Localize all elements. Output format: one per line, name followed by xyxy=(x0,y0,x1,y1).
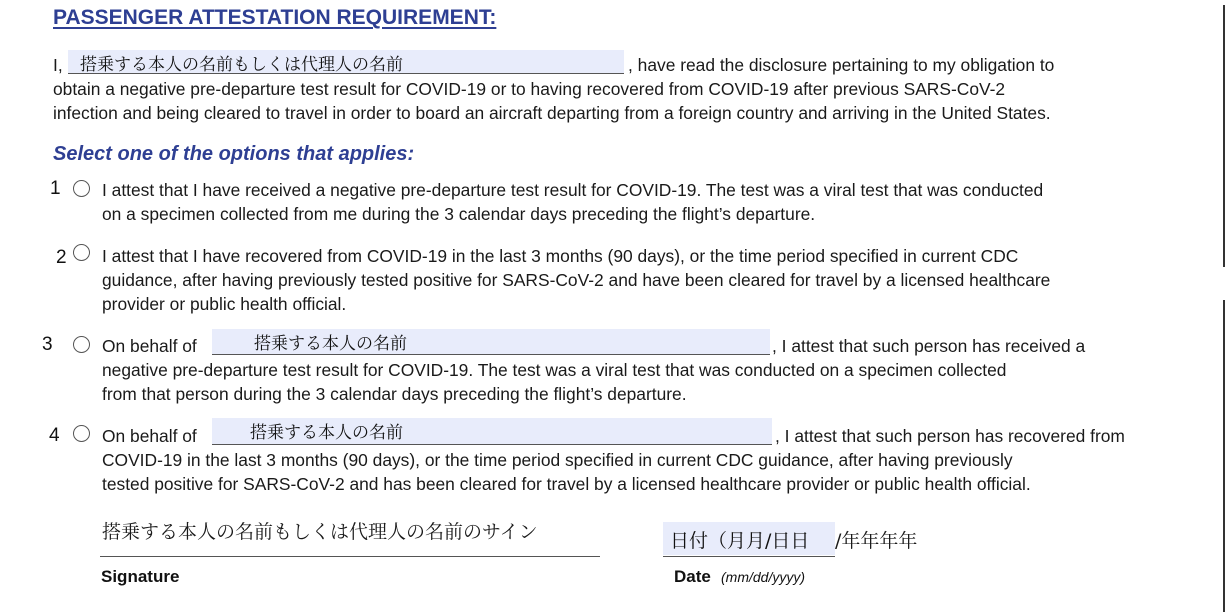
intro-line3: infection and being cleared to travel in order to board an aircraft departing from a foreign country and arriving in the United States. xyxy=(53,103,1051,123)
form-title: PASSENGER ATTESTATION REQUIREMENT: xyxy=(53,6,497,29)
date-field[interactable]: 日付（月月/日日 xyxy=(663,522,835,555)
signature-field[interactable]: 搭乗する本人の名前もしくは代理人の名前のサイン xyxy=(102,521,538,543)
option-2-line3: provider or public health official. xyxy=(102,294,347,314)
option-3-name-field[interactable]: 搭乗する本人の名前 xyxy=(212,329,770,355)
date-line xyxy=(663,556,835,557)
option-2-radio[interactable] xyxy=(73,244,90,261)
option-2-line2: guidance, after having previously tested positive for SARS-CoV-2 and have been cleared for travel by a licensed healthcare xyxy=(102,270,1051,290)
option-1-number: 1 xyxy=(50,178,61,199)
option-3-line3: from that person during the 3 calendar days preceding the flight’s departure. xyxy=(102,384,687,404)
option-4-prefix: On behalf of xyxy=(102,426,197,446)
option-2-line1: I attest that I have recovered from COVID-19 in the last 3 months (90 days), or the time period specified in current CDC xyxy=(102,246,1019,266)
intro-prefix: I, xyxy=(53,55,63,75)
date-format-hint: (mm/dd/yyyy) xyxy=(721,569,805,585)
option-3-number: 3 xyxy=(42,334,53,355)
option-3-line2: negative pre-departure test result for COVID-19. The test was a viral test that was conducted on a specimen collected xyxy=(102,360,1007,380)
option-3-prefix: On behalf of xyxy=(102,336,197,356)
attester-name-field[interactable]: 搭乗する本人の名前もしくは代理人の名前 xyxy=(68,50,624,74)
option-4-number: 4 xyxy=(49,425,60,446)
option-1-radio[interactable] xyxy=(73,180,90,197)
select-heading: Select one of the options that applies: xyxy=(53,143,415,165)
option-4-line1: , I attest that such person has recovered from xyxy=(775,426,1125,446)
date-field-suffix: /年年年年 xyxy=(835,530,918,552)
option-3-radio[interactable] xyxy=(73,336,90,353)
date-label: Date xyxy=(674,567,711,586)
option-4-name-field[interactable]: 搭乗する本人の名前 xyxy=(212,418,772,445)
option-4-line3: tested positive for SARS-CoV-2 and has been cleared for travel by a licensed healthcare provider or public health official. xyxy=(102,474,1031,494)
intro-line2: obtain a negative pre-departure test result for COVID-19 or to having recovered from COVID-19 after previous SARS-CoV-2 xyxy=(53,79,1006,99)
option-1-line1: I attest that I have received a negative pre-departure test result for COVID-19. The test was a viral test that was conducted xyxy=(102,180,1044,200)
option-4-line2: COVID-19 in the last 3 months (90 days), or the time period specified in current CDC guidance, after having previously xyxy=(102,450,1013,470)
signature-line xyxy=(100,556,600,557)
intro-line1: , have read the disclosure pertaining to my obligation to xyxy=(628,55,1055,75)
option-3-line1: , I attest that such person has received a xyxy=(772,336,1086,356)
option-2-number: 2 xyxy=(56,247,67,268)
signature-label: Signature xyxy=(101,567,180,586)
option-4-radio[interactable] xyxy=(73,425,90,442)
option-1-line2: on a specimen collected from me during the 3 calendar days preceding the flight’s departure. xyxy=(102,204,816,224)
